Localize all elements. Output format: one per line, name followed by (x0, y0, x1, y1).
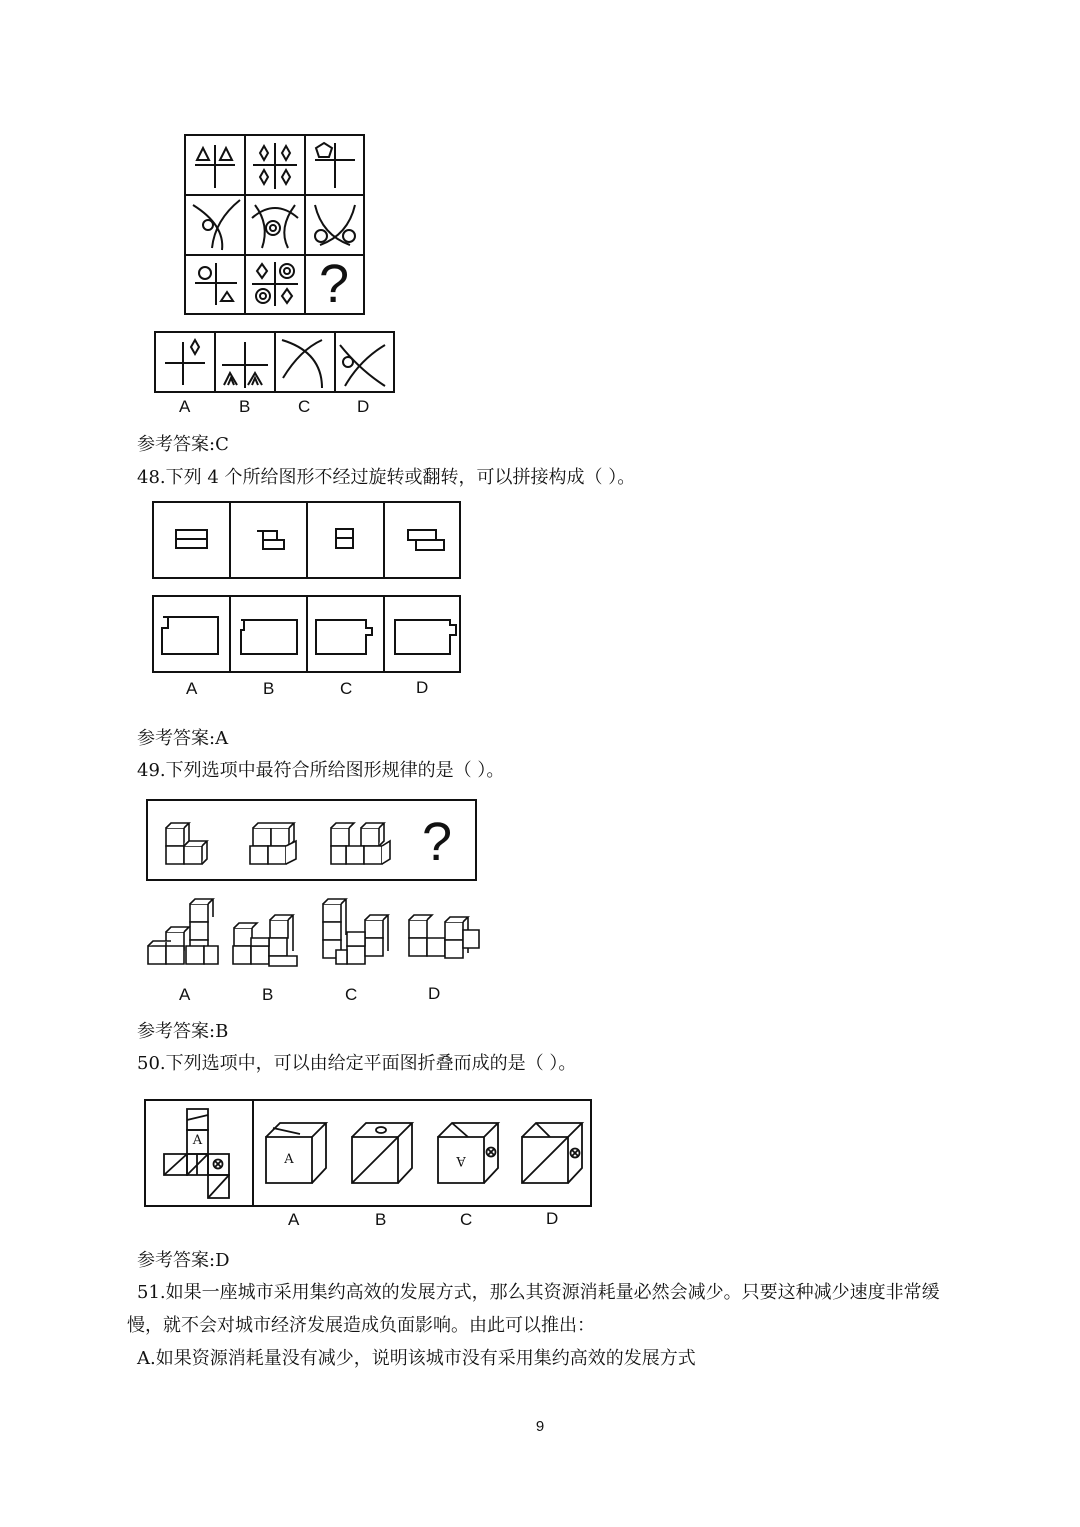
q47-option-d-label: D (357, 397, 370, 416)
q49-option-a-label: A (179, 985, 191, 1004)
q50-option-d-label: D (546, 1209, 559, 1228)
q48-option-a-label: A (186, 679, 198, 698)
q47-option-b-label: B (239, 397, 251, 416)
q50-cube-a-letter: A (284, 1152, 294, 1167)
q48-answer: 参考答案:A (137, 728, 229, 749)
q47-option-a-label: A (179, 397, 191, 416)
q49-answer: 参考答案:B (137, 1021, 229, 1042)
q50-option-c-label: C (460, 1210, 473, 1229)
q50-option-a-label: A (288, 1210, 300, 1229)
q49-question-mark: ? (421, 812, 453, 872)
q50-answer: 参考答案:D (137, 1250, 230, 1271)
q49-question-text: 49.下列选项中最符合所给图形规律的是（ ）。 (137, 760, 505, 781)
q48-question-text: 48.下列 4 个所给图形不经过旋转或翻转，可以拼接构成（ ）。 (137, 467, 636, 488)
q51-question-line-1: 51.如果一座城市采用集约高效的发展方式，那么其资源消耗量必然会减少。只要这种减少速度非常缓 (137, 1282, 940, 1303)
q48-option-b-label: B (263, 679, 275, 698)
q48-option-d-label: D (416, 678, 429, 697)
q51-option-a: A.如果资源消耗量没有减少，说明该城市没有采用集约高效的发展方式 (137, 1348, 696, 1369)
q51-question-line-2: 慢，就不会对城市经济发展造成负面影响。由此可以推出： (127, 1315, 595, 1336)
q49-option-c-label: C (345, 985, 358, 1004)
q49-option-b-label: B (262, 985, 274, 1004)
q50-cube-c-letter: A (456, 1153, 466, 1168)
q50-question-text: 50.下列选项中，可以由给定平面图折叠而成的是（ ）。 (137, 1053, 577, 1074)
q50-net-letter: A (192, 1133, 203, 1148)
q47-answer: 参考答案:C (137, 434, 229, 455)
page-number: 9 (535, 1418, 545, 1435)
q47-question-mark: ? (318, 254, 350, 314)
q50-option-b-label: B (375, 1210, 387, 1229)
q48-option-c-label: C (340, 679, 353, 698)
q49-option-d-label: D (428, 984, 441, 1003)
q47-option-c-label: C (298, 397, 311, 416)
